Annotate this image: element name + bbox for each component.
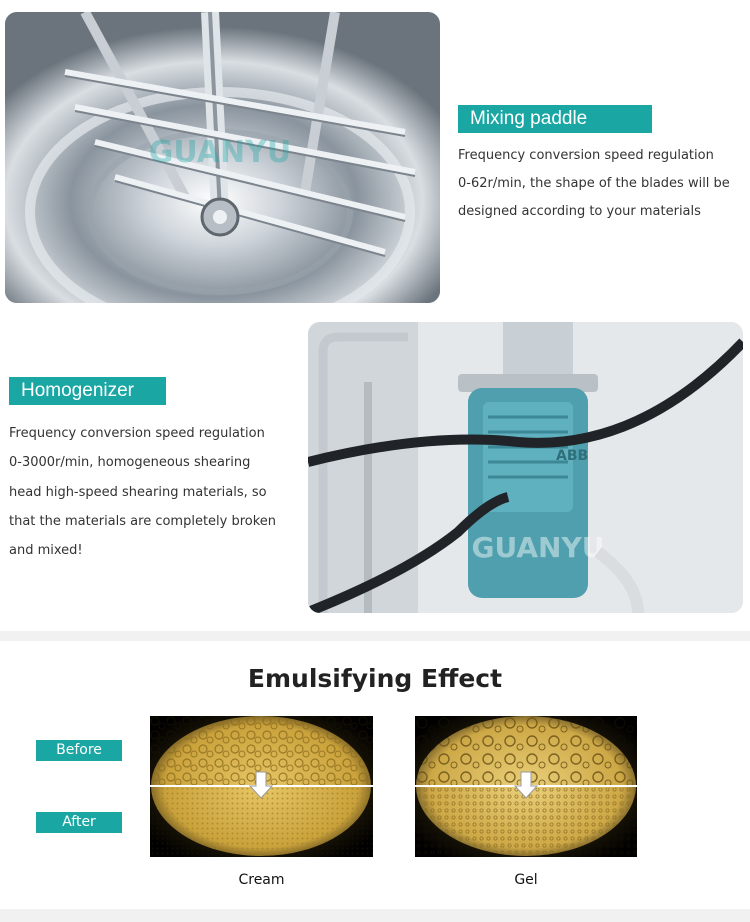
mixing-paddle-photo	[5, 12, 440, 303]
homogenizer-line-5: and mixed!	[9, 543, 83, 559]
homogenizer-line-1: Frequency conversion speed regulation	[9, 426, 265, 441]
emulsifying-effect-title: Emulsifying Effect	[247, 664, 503, 693]
mixing-paddle-line-1: Frequency conversion speed regulation	[458, 148, 714, 163]
gel-micrograph	[415, 716, 637, 857]
mixing-paddle-line-3: designed according to your materials	[458, 204, 701, 219]
gel-micrograph-image	[415, 716, 637, 857]
homogenizer-title: Homogenizer	[9, 377, 166, 405]
cream-micrograph-image	[150, 716, 373, 857]
emulsifying-effect-section	[0, 641, 750, 922]
after-label: After	[36, 812, 122, 833]
homogenizer-line-2: 0-3000r/min, homogeneous shearing	[9, 455, 251, 471]
watermark-text-2: GUANYU	[471, 531, 605, 564]
mixing-paddle-title: Mixing paddle	[458, 105, 652, 133]
watermark-text: GUANYU	[148, 135, 292, 170]
homogenizer-line-3: head high-speed shearing materials, so	[9, 484, 267, 500]
cream-caption: Cream	[238, 872, 285, 888]
homogenizer-section	[0, 315, 750, 630]
section-divider	[0, 631, 750, 641]
homogenizer-photo	[308, 322, 743, 613]
before-label: Before	[36, 740, 122, 761]
mixing-paddle-illustration	[5, 12, 440, 303]
gel-caption: Gel	[514, 872, 538, 888]
bottom-band	[0, 909, 750, 922]
homogenizer-line-4: that the materials are completely broken	[9, 513, 277, 529]
mixing-paddle-description	[458, 142, 743, 226]
homogenizer-description	[9, 419, 294, 565]
mixing-paddle-line-2: 0-62r/min, the shape of the blades will be	[458, 176, 730, 191]
cream-micrograph	[150, 716, 373, 857]
homogenizer-illustration	[308, 322, 743, 613]
motor-brand-text: ABB	[556, 448, 589, 464]
mixing-paddle-section	[0, 0, 750, 315]
